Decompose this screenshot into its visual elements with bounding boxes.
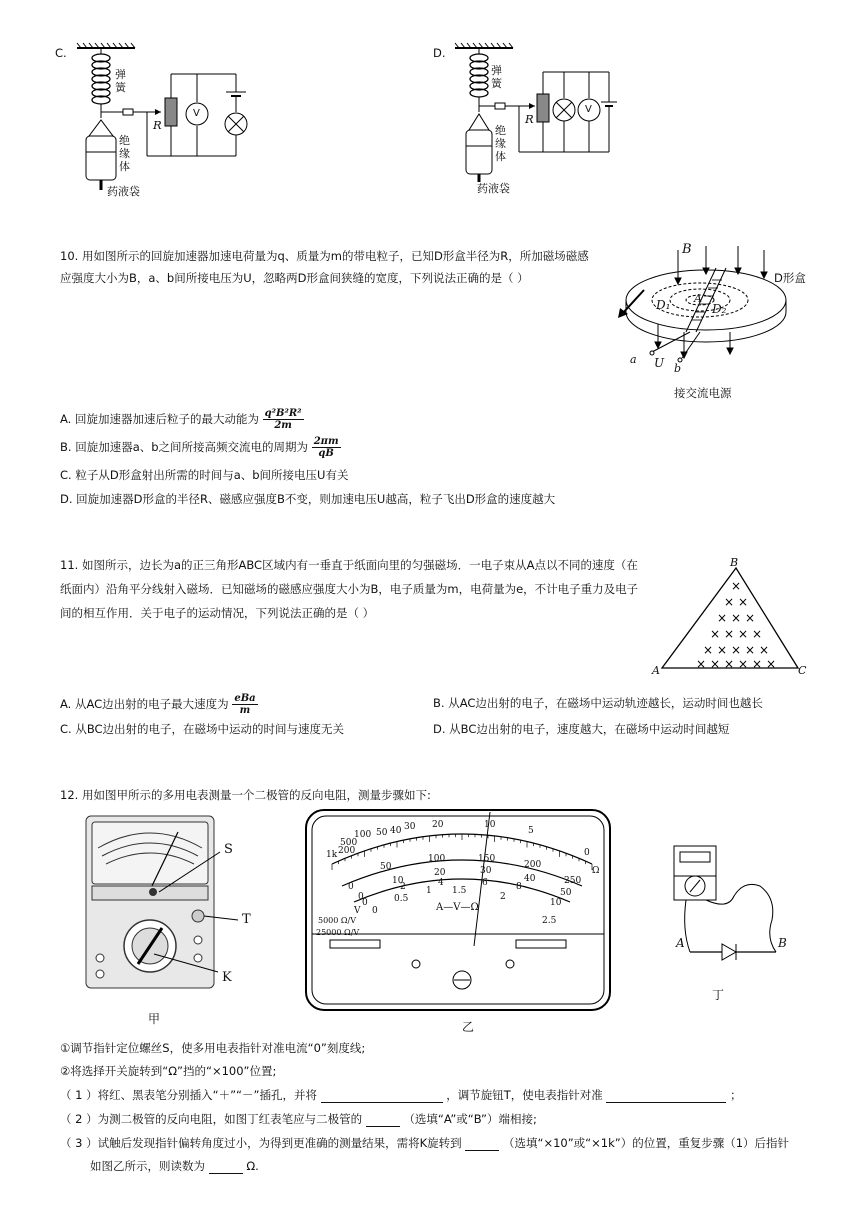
ac-tick2-0: 0 — [362, 898, 368, 908]
t-label: T — [242, 912, 251, 927]
spec-line1: 5000 Ω/V — [318, 916, 357, 925]
terminal-b-label: b — [674, 362, 682, 375]
ohm-tick-40: 40 — [390, 826, 402, 836]
ac-tick2-2: 2 — [400, 882, 406, 892]
circuit-c-diagram — [55, 40, 315, 210]
q11-stem-line3: 间的相互作用．关于电子的运动情况，下列说法正确的是（ ） — [60, 606, 375, 620]
field-cross-mark: × — [758, 643, 770, 657]
k-label: K — [222, 970, 232, 985]
field-cross-mark: × — [737, 595, 749, 609]
field-cross-mark: × — [730, 643, 742, 657]
q12-subq1: （ 1 ）将红、黑表笔分别插入“＋”“－”插孔，并将 ，调节旋钮T，使电表指针对准 ； — [60, 1088, 742, 1102]
ohm-tick-30: 30 — [404, 822, 416, 832]
dc-tick2-20: 20 — [434, 868, 446, 878]
field-cross-mark: × — [723, 627, 735, 641]
multimeter-figure-jia — [80, 812, 270, 1027]
ac-tick2-8: 8 — [516, 882, 522, 892]
insulator-label: 绝缘体 — [119, 134, 130, 173]
dc-tick2-40: 40 — [524, 874, 536, 884]
field-cross-mark: × — [730, 579, 742, 593]
rheostat-label: R — [525, 112, 534, 126]
dc-tick2-50: 50 — [560, 888, 572, 898]
q10-optA-fraction: $\frac{\text{q²B²R²}}{2m}$ — [264, 408, 302, 431]
meter-dial-figure-yi — [302, 806, 614, 1036]
ohm-tick-200: 200 — [338, 846, 356, 856]
dc-tick-250: 250 — [564, 876, 582, 886]
circuit-d-diagram — [433, 40, 693, 210]
ac-tick-0: 0 — [372, 906, 378, 916]
field-cross-mark: × — [709, 627, 721, 641]
ohm-tick-10: 10 — [484, 820, 496, 830]
option-d-label: D. — [433, 46, 446, 60]
ac-tick-2-5: 2.5 — [542, 916, 557, 926]
ohm-tick-5: 5 — [528, 826, 534, 836]
q10-option-b: B. 回旋加速器a、b之间所接高频交流电的周期为 $\frac{2\pi m}{qB}$ — [60, 436, 339, 459]
ohm-tick-100: 100 — [354, 830, 372, 840]
triangle-diagram — [650, 556, 810, 680]
field-cross-mark: × — [723, 657, 735, 671]
q10-stem-line1: 10. 用如图所示的回旋加速器加速电荷量为q、质量为m的带电粒子，已知D形盒半径为R，所加磁场磁感 — [60, 249, 589, 263]
insulator-label: 绝缘体 — [495, 124, 506, 163]
dc-tick2-10: 10 — [392, 876, 404, 886]
dc-tick-100: 100 — [428, 854, 446, 864]
field-cross-mark: × — [765, 657, 777, 671]
ac-tick2-4: 4 — [438, 878, 444, 888]
q11-optA-fraction: $\frac{\text{eBa}}{m}$ — [234, 693, 256, 716]
ac-tick2-6: 6 — [482, 878, 488, 888]
dc-tick2-30: 30 — [480, 866, 492, 876]
q10-option-a: A. 回旋加速器加速后粒子的最大动能为 $\frac{\text{q²B²R²}}{2m}$ — [60, 408, 302, 431]
voltmeter-label: V — [193, 108, 200, 119]
dc-tick-150: 150 — [478, 854, 496, 864]
ac-tick-1-5: 1.5 — [452, 886, 467, 896]
field-cross-mark: × — [737, 657, 749, 671]
ohm-tick-50: 50 — [376, 828, 388, 838]
ac-tick-2: 2 — [500, 892, 506, 902]
ohm-tick-500: 500 — [340, 838, 358, 848]
bag-label: 药液袋 — [477, 182, 510, 195]
field-cross-mark: × — [702, 643, 714, 657]
point-b-label: B — [778, 936, 787, 950]
point-a-label: A — [676, 936, 685, 950]
b-field-label: B — [682, 242, 692, 257]
dc-tick-0: 0 — [348, 882, 354, 892]
field-cross-mark: × — [744, 611, 756, 625]
ohm-tick-20: 20 — [432, 820, 444, 830]
ohm-tick-0: 0 — [584, 848, 590, 858]
triangle-figure — [650, 556, 810, 680]
rheostat-label: R — [153, 118, 162, 132]
d-box-label: D形盒 — [774, 271, 806, 285]
v-symbol: V — [354, 906, 361, 916]
ac-tick-1: 1 — [426, 886, 432, 896]
vertex-c-label: C — [798, 664, 807, 677]
answer-blank-2[interactable] — [606, 1090, 726, 1103]
q12-subq2: （ 2 ）为测二极管的反向电阻，如图丁红表笔应与二极管的 （选填“A”或“B”）端相接; — [60, 1112, 537, 1126]
diode-circuit-figure-ding — [668, 840, 798, 1010]
jia-caption: 甲 — [148, 1012, 161, 1026]
cyclotron-figure — [608, 240, 838, 405]
spring-label: 弹簧 — [491, 64, 502, 90]
figure-d — [433, 40, 693, 210]
q12-step1: ①调节指针定位螺丝S，使多用电表指针对准电流“0”刻度线; — [60, 1041, 366, 1055]
figure-c — [55, 40, 315, 210]
cyclotron-diagram — [608, 240, 838, 405]
dc-tick2-0: 0 — [358, 892, 364, 902]
q10-stem-line2: 应强度大小为B，a、b间所接电压为U，忽略两D形盒间狭缝的宽度，下列说法正确的是（ ） — [60, 271, 529, 285]
spring-label: 弹簧 — [115, 68, 126, 94]
answer-blank-5[interactable] — [209, 1161, 243, 1174]
q10-option-d: D. 回旋加速器D形盒的半径R、磁感应强度B不变，则加速电压U越高，粒子飞出D形盒的速度越大 — [60, 492, 556, 506]
q12-step2: ②将选择开关旋转到“Ω”挡的“×100”位置; — [60, 1064, 277, 1078]
a-mid-label: A — [694, 292, 702, 305]
q11-option-a: A. 从AC边出射的电子最大速度为 $\frac{\text{eBa}}{m}$ — [60, 693, 256, 716]
q11-stem-line1: 11. 如图所示，边长为a的正三角形ABC区域内有一垂直于纸面向里的匀强磁场．一电子束从A点以不同的速度（在 — [60, 558, 638, 572]
field-cross-mark: × — [751, 657, 763, 671]
voltage-u-label: U — [654, 356, 665, 370]
dc-tick-200: 200 — [524, 860, 542, 870]
field-cross-mark: × — [716, 643, 728, 657]
option-c-label: C. — [55, 46, 67, 60]
answer-blank-1[interactable] — [321, 1090, 443, 1103]
q10-option-c: C. 粒子从D形盒射出所需的时间与a、b间所接电压U有关 — [60, 468, 349, 482]
q11-option-d: D. 从BC边出射的电子，速度越大，在磁场中运动时间越短 — [433, 722, 730, 736]
center-label: A—V—Ω — [436, 902, 479, 913]
spec-line2: 25000 Ω/V — [316, 928, 360, 937]
ding-caption: 丁 — [712, 988, 725, 1002]
field-cross-mark: × — [709, 657, 721, 671]
vertex-a-label: A — [652, 664, 660, 677]
q11-stem-line2: 纸面内）沿角平分线射入磁场．已知磁场的磁感应强度大小为B，电子质量为m，电荷量为e，不计电子重力及电子 — [60, 582, 639, 596]
q11-option-c: C. 从BC边出射的电子，在磁场中运动的时间与速度无关 — [60, 722, 345, 736]
vertex-b-label: B — [730, 556, 739, 569]
ac-tick2-10: 10 — [550, 898, 562, 908]
q10-optB-fraction: $\frac{2\pi m}{qB}$ — [313, 436, 339, 459]
ac-tick-0-5: 0.5 — [394, 894, 409, 904]
ohm-tick-1k: 1k — [326, 850, 338, 860]
answer-blank-3[interactable] — [366, 1114, 400, 1127]
answer-blank-4[interactable] — [465, 1138, 499, 1151]
diode-circuit-diagram — [668, 840, 798, 990]
q12-subq3: （ 3 ）试触后发现指针偏转角度过小，为得到更准确的测量结果，需将K旋转到 （选填“×10”或“×1k”）的位置，重复步骤（1）后指针 — [60, 1136, 790, 1150]
field-cross-mark: × — [737, 627, 749, 641]
voltmeter-label: V — [585, 104, 592, 115]
ac-source-caption: 接交流电源 — [674, 386, 732, 400]
field-cross-mark: × — [744, 643, 756, 657]
field-cross-mark: × — [723, 595, 735, 609]
bag-label: 药液袋 — [107, 185, 140, 198]
yi-caption: 乙 — [462, 1020, 475, 1034]
field-cross-mark: × — [730, 611, 742, 625]
s-label: S — [224, 842, 233, 857]
dc-tick-50: 50 — [380, 862, 392, 872]
q12-stem-line1: 12. 用如图甲所示的多用电表测量一个二极管的反向电阻，测量步骤如下: — [60, 788, 431, 802]
q12-subq3-line2: 如图乙所示，则读数为 Ω. — [90, 1159, 259, 1173]
q11-option-b: B. 从AC边出射的电子，在磁场中运动轨迹越长，运动时间也越长 — [433, 696, 763, 710]
terminal-a-label: a — [630, 353, 637, 366]
d2-label: D₂ — [712, 302, 727, 316]
field-cross-mark: × — [751, 627, 763, 641]
field-cross-mark: × — [695, 657, 707, 671]
field-cross-mark: × — [716, 611, 728, 625]
omega-symbol: Ω — [592, 866, 600, 876]
d1-label: D₁ — [656, 298, 671, 312]
